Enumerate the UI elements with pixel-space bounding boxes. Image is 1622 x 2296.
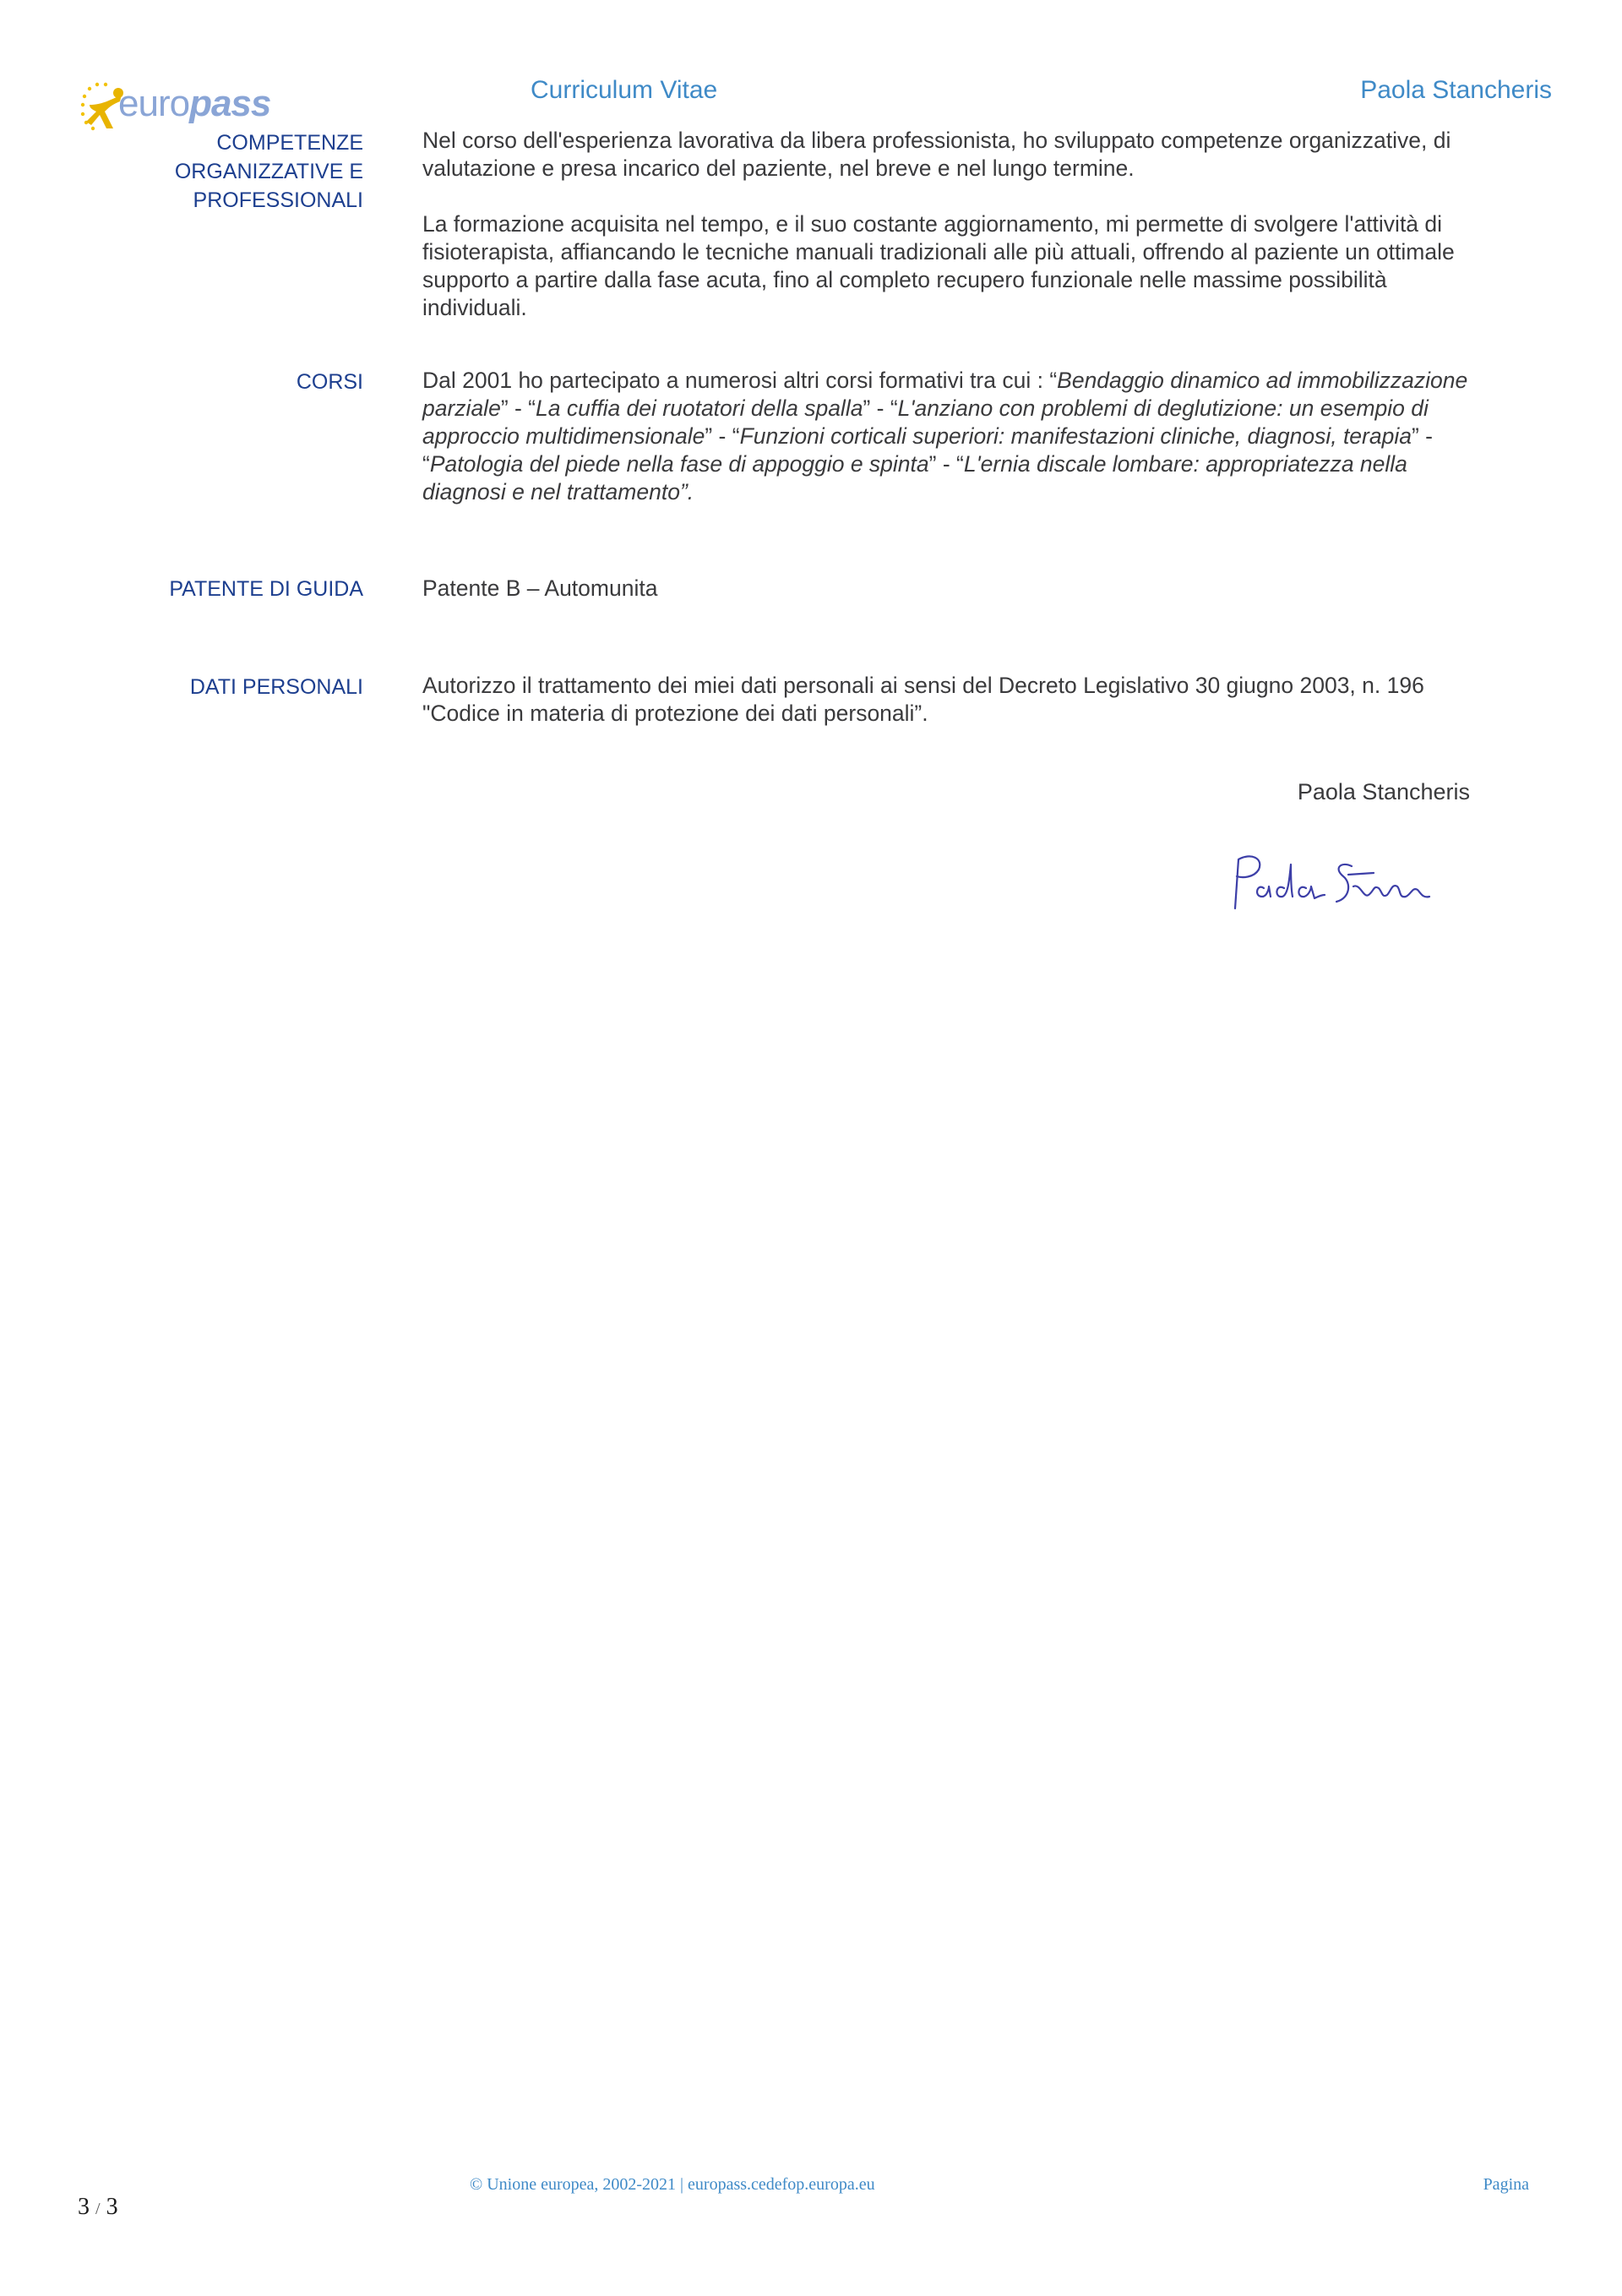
- course-title: Patologia del piede nella fase di appoggio e spinta: [429, 451, 929, 477]
- content-corsi: [422, 367, 1470, 506]
- footer-copyright: © Unione europea, 2002-2021 | europass.cedefop.europa.eu: [470, 2175, 875, 2194]
- course-title: Funzioni corticali superiori: manifestazioni cliniche, diagnosi, terapia: [739, 423, 1412, 449]
- course-title: Bendaggio dinamico ad immobilizzazione parziale: [422, 368, 1468, 421]
- page-number: 3 / 3: [78, 2194, 118, 2220]
- content-dati-personali: [422, 672, 1470, 728]
- footer-page-label: Pagina: [1483, 2175, 1529, 2194]
- dati-personali-text: Autorizzo il trattamento dei miei dati personali ai sensi del Decreto Legislativo 30 giugno 2003, n. 196 "Codice in materia di protezione dei dati personali”.: [422, 673, 1424, 726]
- signature-icon: [1225, 849, 1436, 925]
- course-title: L'ernia discale lombare: appropriatezza nella diagnosi e nel trattamento”.: [422, 451, 1407, 504]
- content-patente: [422, 575, 1470, 603]
- europass-wordmark: europass: [118, 83, 271, 124]
- header-person-name: Paola Stancheris: [1360, 76, 1552, 104]
- course-title: L'anziano con problemi di deglutizione: un esempio di approccio multidimensionale: [422, 395, 1429, 449]
- patente-value: Patente B – Automunita: [422, 575, 658, 601]
- label-patente: PATENTE DI GUIDA: [169, 577, 363, 601]
- competenze-paragraph: Nel corso dell'esperienza lavorativa da libera professionista, ho sviluppato competenze organizzative, di valutazione e presa incarico del paziente, nel breve e nel lungo termine.: [422, 128, 1451, 181]
- course-title: La cuffia dei ruotatori della spalla: [536, 395, 863, 421]
- label-corsi: CORSI: [296, 370, 363, 394]
- label-dati-personali: DATI PERSONALI: [189, 675, 363, 699]
- signer-name: Paola Stancheris: [1297, 779, 1470, 804]
- competenze-paragraph: La formazione acquisita nel tempo, e il suo costante aggiornamento, mi permette di svolgere l'attività di fisioterapista, affiancando le tecniche manuali tradizionali alle più attuali, offrendo al paziente un ottimale supporto a partire dalla fase acuta, fino al completo recupero funzionale nelle massime possibilità individuali.: [422, 211, 1455, 320]
- document-title: Curriculum Vitae: [531, 76, 718, 104]
- corsi-paragraph: Dal 2001 ho partecipato a numerosi altri corsi formativi tra cui : “Bendaggio dinamico ad immobilizzazione parziale” - “La cuffia dei ruotatori della spalla” - “L'anziano con problemi di deglutizione: un esempio di approccio multidimensionale” - “Funzioni corticali superiori: manifestazioni cliniche, diagnosi, terapia” - “Patologia del piede nella fase di appoggio e spinta” - “L'ernia discale lombare: appropriatezza nella diagnosi e nel trattamento”.: [422, 368, 1468, 504]
- label-competenze: COMPETENZE ORGANIZZATIVE E PROFESSIONALI: [174, 131, 363, 212]
- handwritten-signature: [1225, 849, 1436, 925]
- content-competenze: [422, 127, 1470, 322]
